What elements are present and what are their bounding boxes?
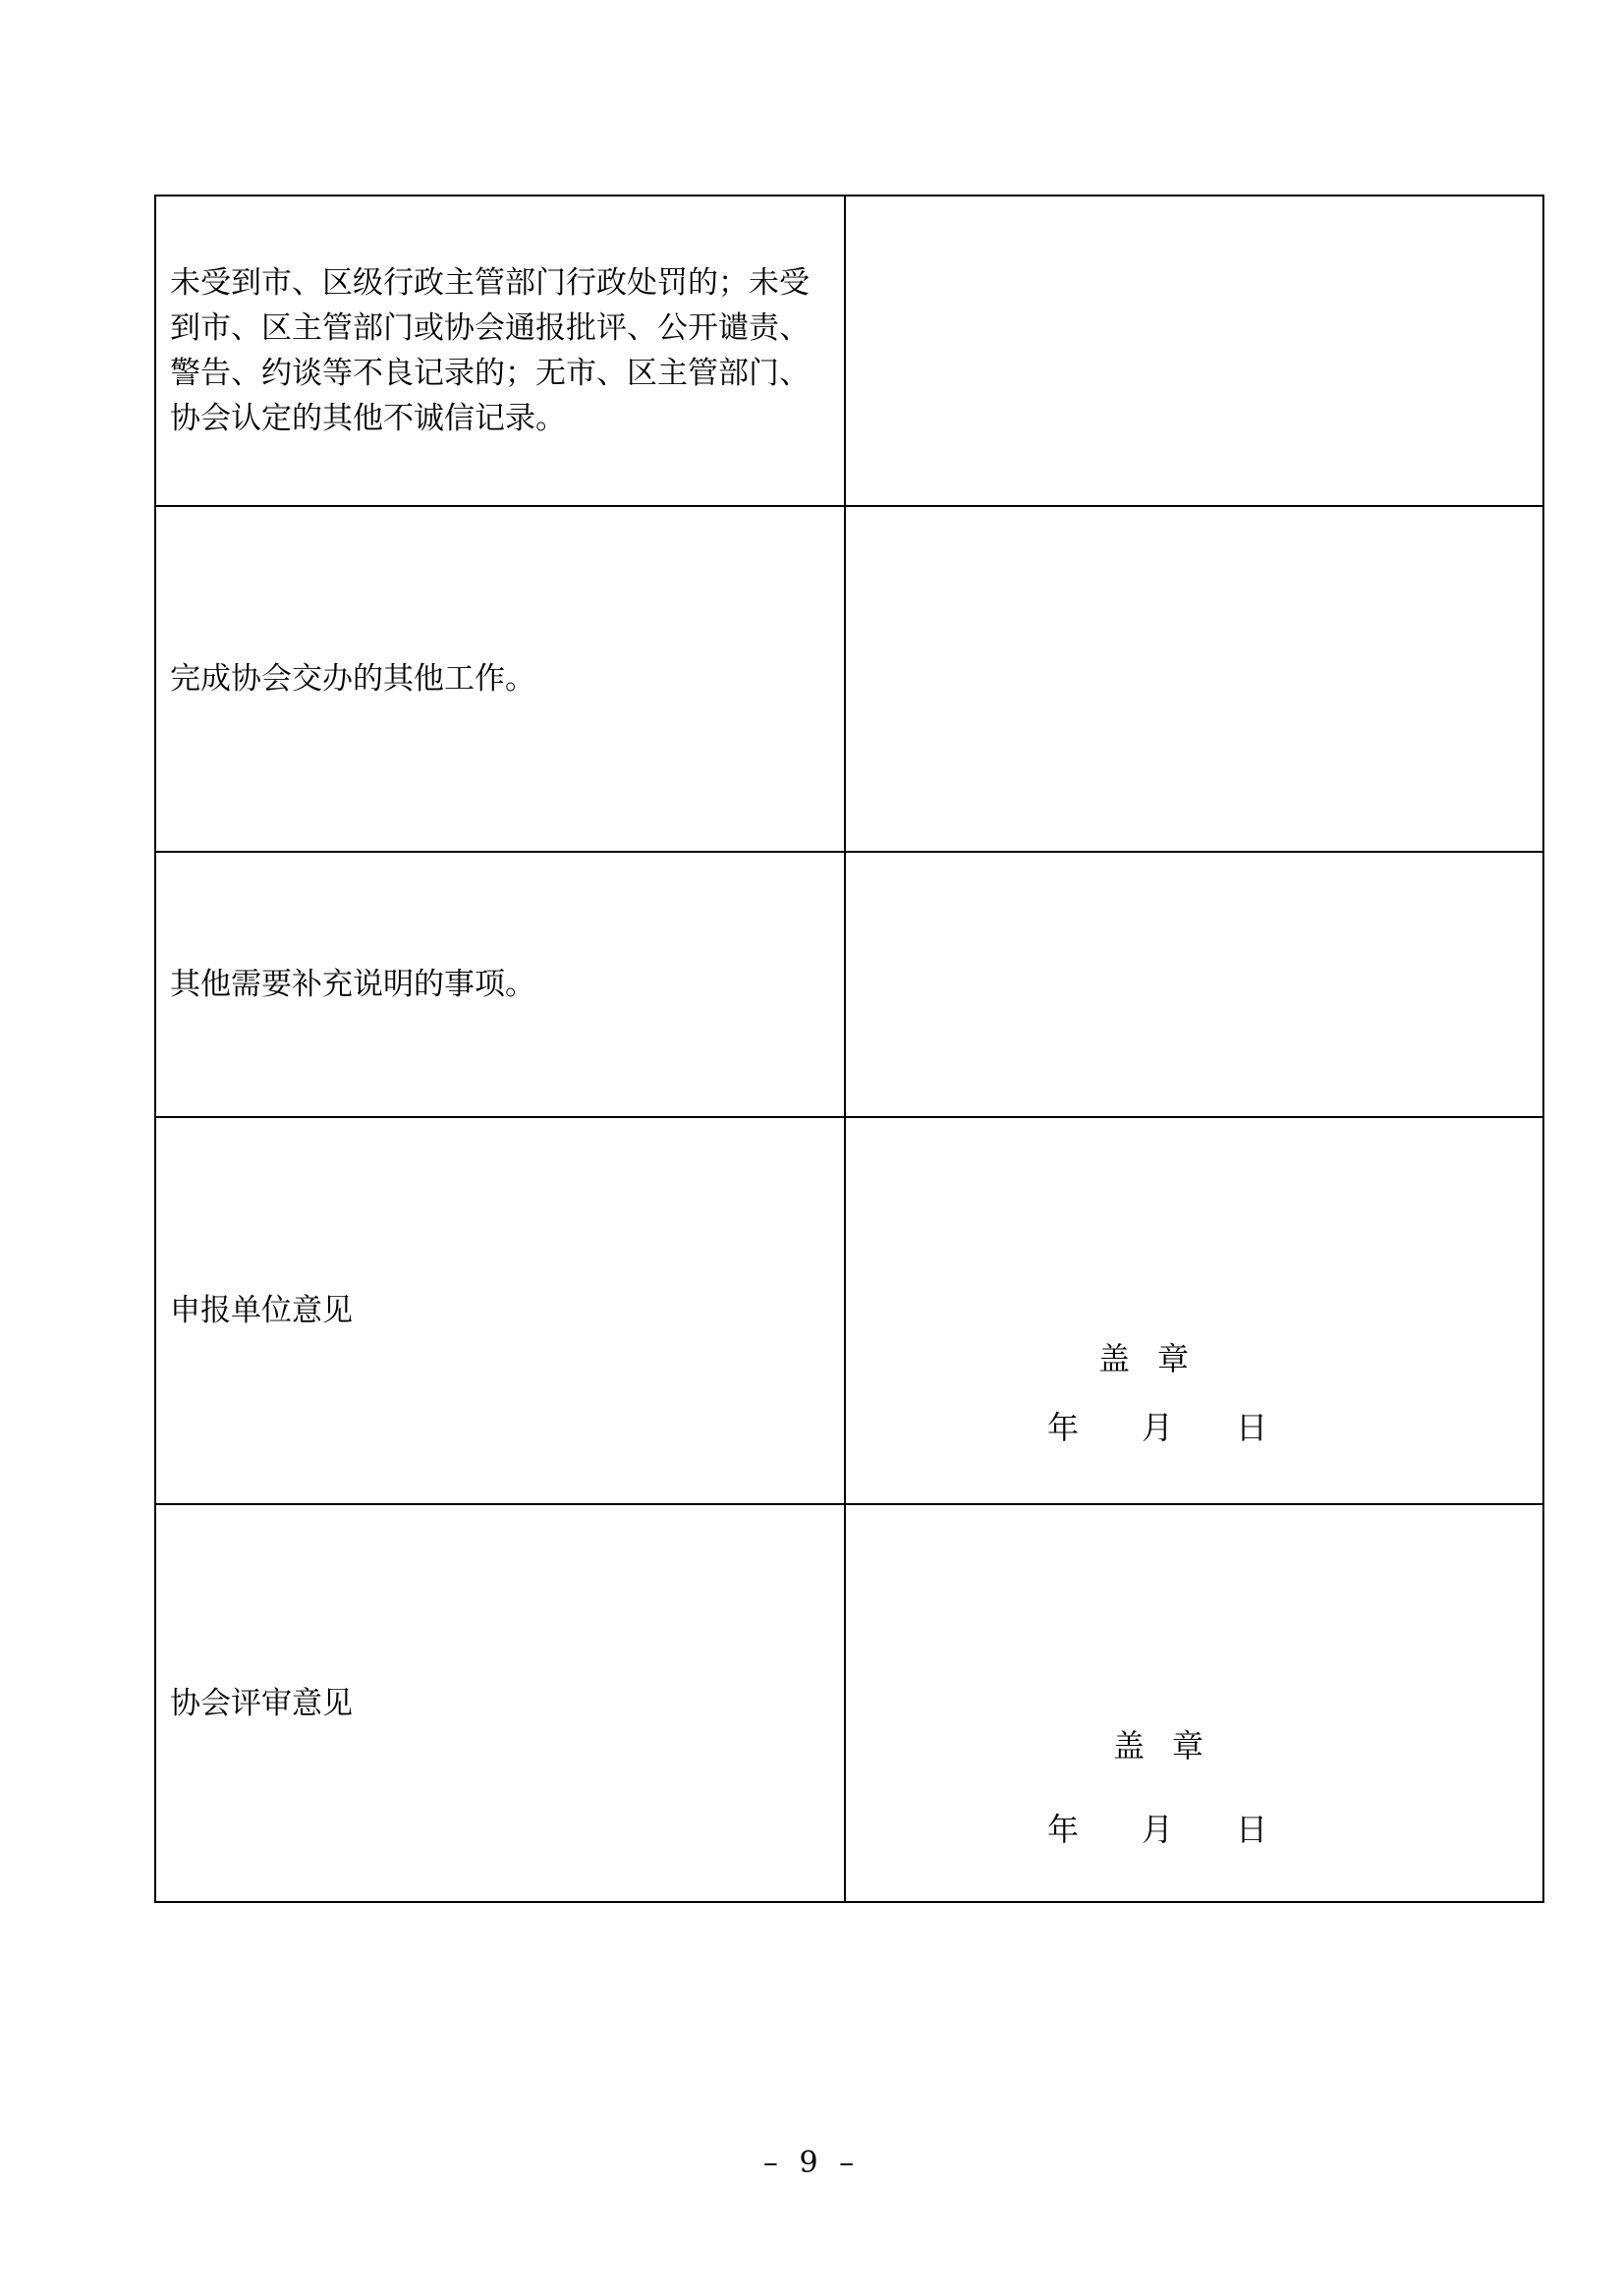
form-row-other-work bbox=[155, 506, 1543, 852]
form-row-applicant-opinion bbox=[155, 1117, 1543, 1504]
row-value-cell-supplementary-notes[interactable] bbox=[845, 852, 1543, 1117]
applicant-date-day: 日 bbox=[1236, 1409, 1268, 1446]
applicant-seal-label: 盖章 bbox=[1098, 1340, 1217, 1377]
row-label-cell bbox=[155, 852, 845, 1117]
row-value-cell-other-work[interactable] bbox=[845, 506, 1543, 852]
applicant-date-month: 月 bbox=[1142, 1409, 1174, 1446]
row-value-cell-integrity-record[interactable] bbox=[845, 196, 1543, 506]
row-label-other-work: 完成协会交办的其他工作。 bbox=[170, 661, 535, 697]
association-date-line bbox=[1047, 1805, 1267, 1850]
row-label-cell bbox=[155, 196, 845, 506]
row-label-association-review: 协会评审意见 bbox=[170, 1685, 353, 1721]
row-label-cell bbox=[155, 506, 845, 852]
association-date-month: 月 bbox=[1142, 1811, 1174, 1848]
row-label-applicant-opinion: 申报单位意见 bbox=[170, 1293, 353, 1328]
form-row-integrity-record bbox=[155, 196, 1543, 506]
page-number: – 9 – bbox=[762, 2146, 861, 2180]
row-label-cell bbox=[155, 1504, 845, 1902]
applicant-opinion-sign-cell[interactable] bbox=[845, 1117, 1543, 1504]
form-row-supplementary-notes bbox=[155, 852, 1543, 1117]
form-row-association-review bbox=[155, 1504, 1543, 1902]
review-form-table bbox=[154, 195, 1544, 1903]
association-date-day: 日 bbox=[1236, 1811, 1268, 1848]
applicant-date-year: 年 bbox=[1047, 1409, 1080, 1446]
row-label-supplementary-notes: 其他需要补充说明的事项。 bbox=[170, 967, 535, 1002]
association-review-sign-cell[interactable] bbox=[845, 1504, 1543, 1902]
association-seal-label: 盖章 bbox=[1113, 1727, 1232, 1764]
row-label-cell bbox=[155, 1117, 845, 1504]
row-label-integrity-record: 未受到市、区级行政主管部门行政处罚的；未受到市、区主管部门或协会通报批评、公开谴责、警告、约谈等不良记录的；无市、区主管部门、协会认定的其他不诚信记录。 bbox=[170, 265, 810, 436]
association-date-year: 年 bbox=[1047, 1811, 1080, 1848]
applicant-date-line bbox=[1047, 1403, 1267, 1448]
